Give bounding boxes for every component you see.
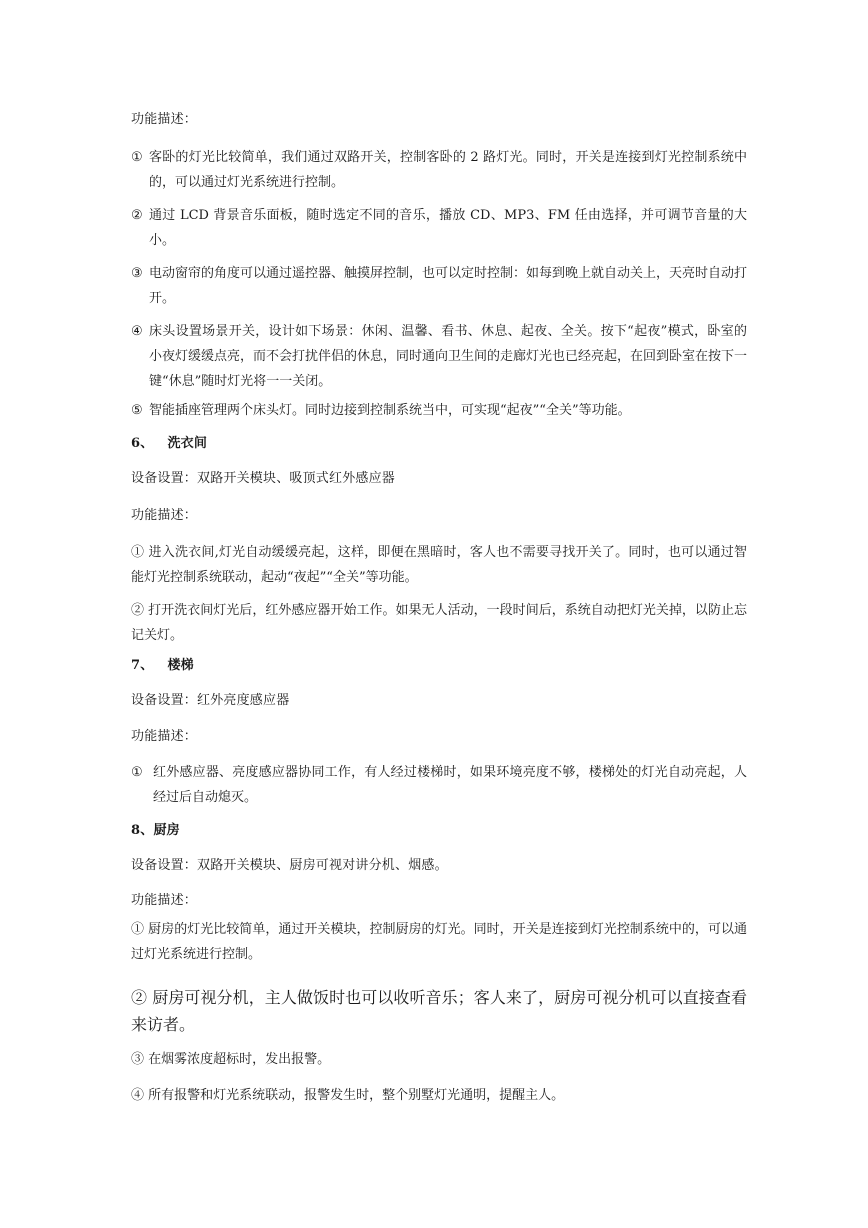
function-description-label: 功能描述： (131, 112, 198, 127)
section-heading-kitchen: 8、厨房 (131, 823, 180, 838)
function-description-label: 功能描述： (131, 729, 198, 744)
function-description-label: 功能描述： (131, 508, 198, 523)
list-item (131, 145, 747, 195)
paragraph: ③ 在烟雾浓度超标时，发出报警。 (131, 1052, 331, 1067)
item-number: ① (131, 150, 143, 165)
item-text: 客卧的灯光比较简单，我们通过双路开关，控制客卧的 2 路灯光。同时，开关是连接到灯光控制系统中的，可以通过灯光系统进行控制。 (149, 150, 747, 190)
item-text: 智能插座管理两个床头灯。同时边接到控制系统当中，可实现“起夜”“全关”等功能。 (149, 403, 631, 418)
list-item (131, 203, 747, 253)
device-setup: 设备设置：双路开关模块、吸顶式红外感应器 (131, 471, 396, 486)
list-item (131, 398, 747, 423)
paragraph: ① 进入洗衣间,灯光自动缓缓亮起，这样，即便在黑暗时，客人也不需要寻找开关了。同时，也可以通过智能灯光控制系统联动，起动“夜起”“全关”等功能。 (131, 545, 747, 585)
paragraph: ④ 所有报警和灯光系统联动，报警发生时，整个别墅灯光通明，提醒主人。 (131, 1088, 565, 1103)
section-heading-stairs (131, 653, 747, 678)
list-item (131, 261, 747, 311)
list-item (131, 760, 747, 810)
section-heading-laundry (131, 431, 747, 456)
item-number: ④ (131, 324, 143, 339)
list-item (131, 319, 747, 394)
paragraph: ② 打开洗衣间灯光后，红外感应器开始工作。如果无人活动，一段时间后，系统自动把灯光关掉，以防止忘记关灯。 (131, 603, 747, 643)
item-text: 电动窗帘的角度可以通过遥控器、触摸屏控制，也可以定时控制：如每到晚上就自动关上，天亮时自动打开。 (149, 266, 748, 306)
item-number: ⑤ (131, 403, 143, 418)
paragraph: ① 厨房的灯光比较简单，通过开关模块，控制厨房的灯光。同时，开关是连接到灯光控制系统中的，可以通过灯光系统进行控制。 (131, 922, 747, 962)
section-number: 7、 (131, 658, 154, 673)
item-text: 红外感应器、亮度感应器协同工作，有人经过楼梯时，如果环境亮度不够，楼梯处的灯光自动亮起，人经过后自动熄灭。 (153, 765, 747, 805)
item-text: 床头设置场景开关，设计如下场景：休闲、温馨、看书、休息、起夜、全关。按下“起夜”模式，卧室的小夜灯缓缓点亮，而不会打扰伴侣的休息，同时通向卫生间的走廊灯光也已经亮起，在回到卧室在按下一键“休息”随时灯光将一一关闭。 (149, 324, 748, 389)
paragraph: ② 厨房可视分机，主人做饭时也可以收听音乐；客人来了，厨房可视分机可以直接查看来访者。 (131, 988, 747, 1034)
item-number: ② (131, 208, 143, 223)
item-number: ③ (131, 266, 143, 281)
device-setup: 设备设置：双路开关模块、厨房可视对讲分机、烟感。 (131, 858, 448, 873)
device-setup: 设备设置：红外亮度感应器 (131, 693, 290, 708)
section-number: 6、 (131, 436, 154, 451)
item-text: 通过 LCD 背景音乐面板，随时选定不同的音乐，播放 CD、MP3、FM 任由选择，并可调节音量的大小。 (149, 208, 747, 248)
function-description-label: 功能描述： (131, 893, 198, 908)
section-title: 楼梯 (167, 658, 194, 673)
item-number: ① (131, 765, 143, 780)
section-title: 洗衣间 (167, 436, 208, 451)
